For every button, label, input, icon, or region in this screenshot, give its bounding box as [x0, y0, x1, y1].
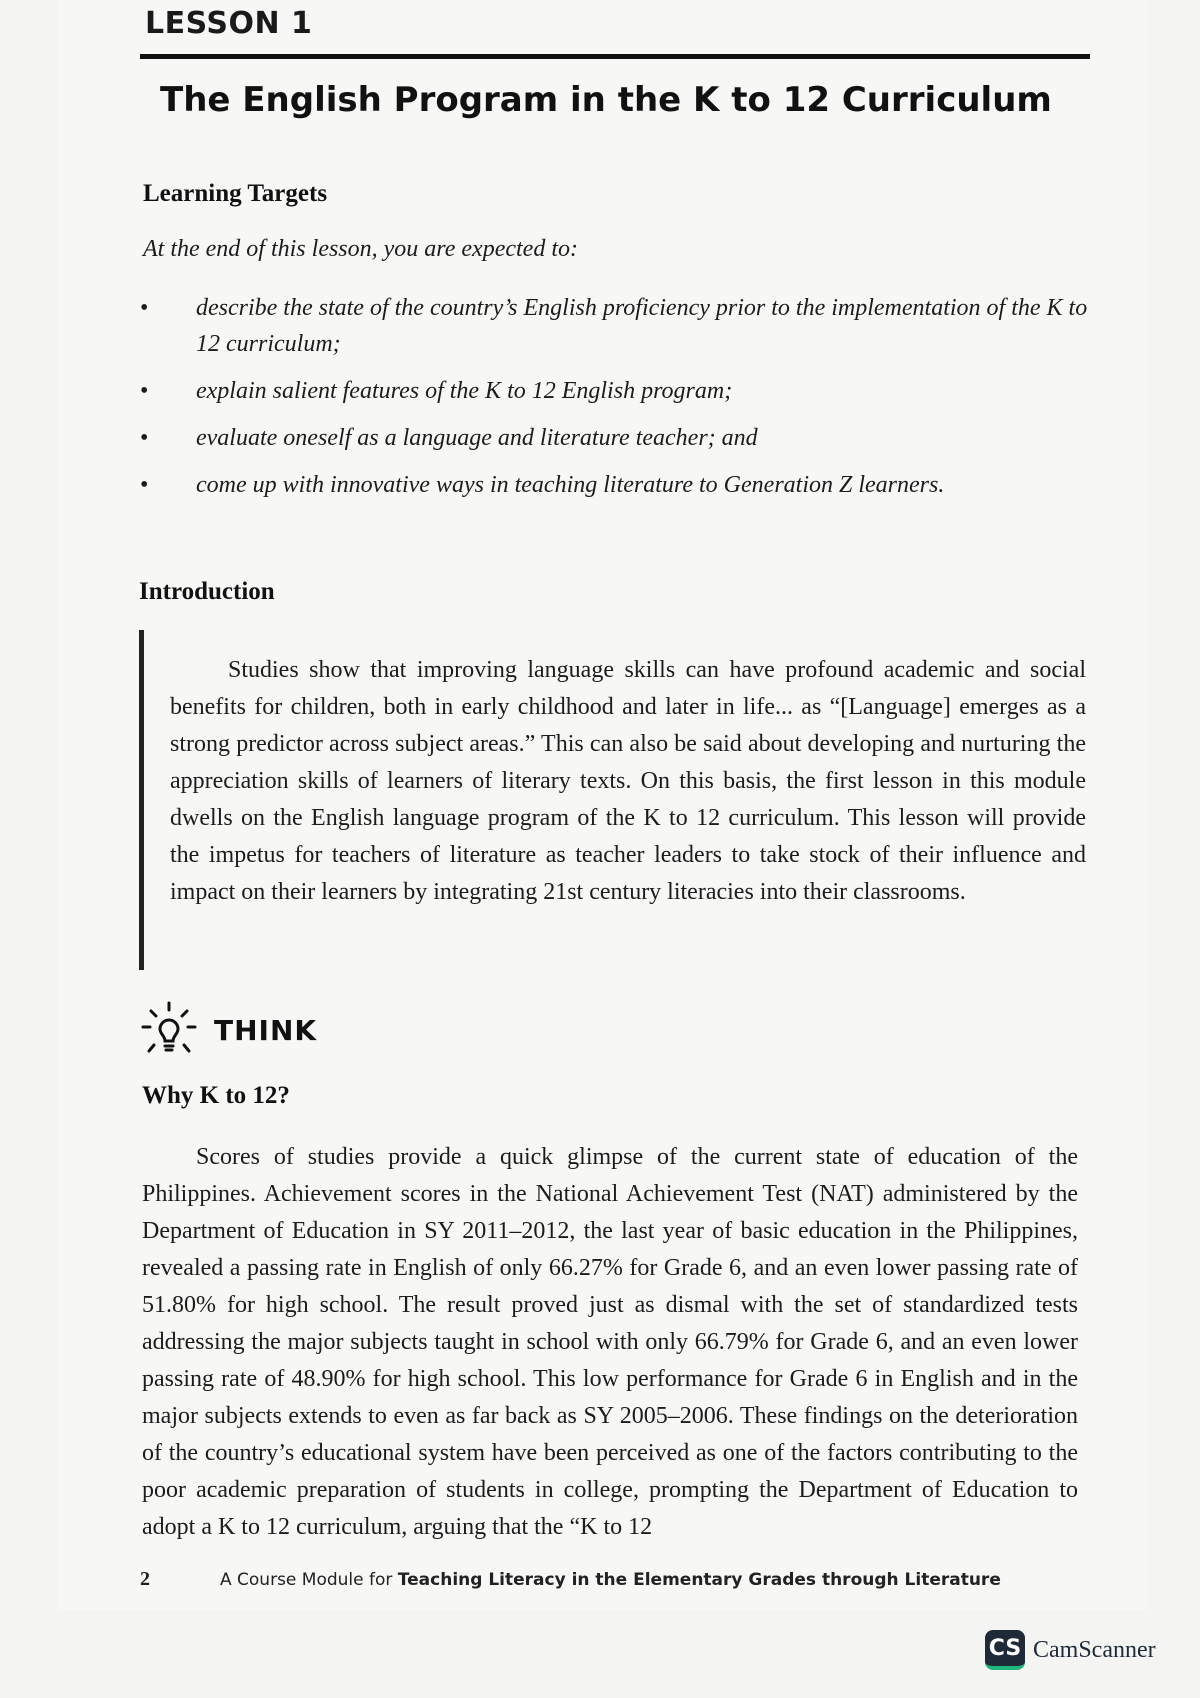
learning-targets-intro: At the end of this lesson, you are expected to: [143, 236, 578, 262]
list-item: • describe the state of the country’s English proficiency prior to the implementation of the K to 12 curriculum; [140, 290, 1090, 362]
think-banner [140, 1000, 317, 1060]
think-paragraph: Scores of studies provide a quick glimpse of the current state of education of the Philippines. Achievement scores in the National Achievement Test (NAT) administered by the Department of Education in SY 2011–2012, the last year of basic education in the Philippines, revealed a passing rate in English of only 66.27% for Grade 6, and an even lower passing rate of 51.80% for high school. The result proved just as dismal with the set of standardized tests addressing the major subjects taught in school with only 66.79% for Grade 6, and an even lower passing rate of 48.90% for high school. This low performance for Grade 6 in English and in the major subjects extends to even as far back as SY 2005–2006. These findings on the deterioration of the country’s educational system have been perceived as one of the factors contributing to the poor academic preparation of students in college, prompting the Department of Education to adopt a K to 12 curriculum, arguing that the “K to 12 [142, 1144, 1078, 1540]
camscanner-label: CamScanner [1033, 1636, 1156, 1663]
lesson-label: LESSON 1 [145, 6, 313, 41]
bullet-icon: • [140, 378, 149, 404]
bullet-icon: • [140, 425, 149, 451]
list-item: • evaluate oneself as a language and literature teacher; and [140, 420, 1090, 456]
introduction-sidebar-rule [139, 630, 144, 970]
page-number: 2 [140, 1568, 150, 1590]
bullet-icon: • [140, 295, 149, 321]
why-k-to-12-heading: Why K to 12? [142, 1082, 290, 1109]
introduction-heading: Introduction [139, 578, 275, 605]
lesson-title: The English Program in the K to 12 Curriculum [160, 80, 1052, 120]
camscanner-logo-icon: CS [985, 1630, 1025, 1670]
camscanner-watermark [985, 1630, 1156, 1670]
think-label: THINK [214, 1013, 318, 1047]
introduction-paragraph: Studies show that improving language skills can have profound academic and social benefits for children, both in early childhood and later in life... as “[Language] emerges as a strong predictor across subject areas.” This can also be said about developing and nurturing the appreciation skills of learners of literary texts. On this basis, the first lesson in this module dwells on the English language program of the K to 12 curriculum. This lesson will provide the impetus for teachers of literature as teacher leaders to take stock of their influence and impact on their learners by integrating 21st century literacies into their classrooms. [170, 657, 1086, 905]
list-item: • come up with innovative ways in teaching literature to Generation Z learners. [140, 467, 1090, 503]
list-item: • explain salient features of the K to 12 English program; [140, 373, 1090, 409]
lightbulb-icon [140, 999, 198, 1062]
header-rule [140, 54, 1090, 59]
page-footer [140, 1568, 1090, 1591]
footer-caption: A Course Module for Teaching Literacy in the Elementary Grades through Literature [220, 1570, 1001, 1590]
learning-targets-list [140, 290, 1090, 514]
bullet-icon: • [140, 472, 149, 498]
learning-targets-heading: Learning Targets [143, 180, 328, 207]
